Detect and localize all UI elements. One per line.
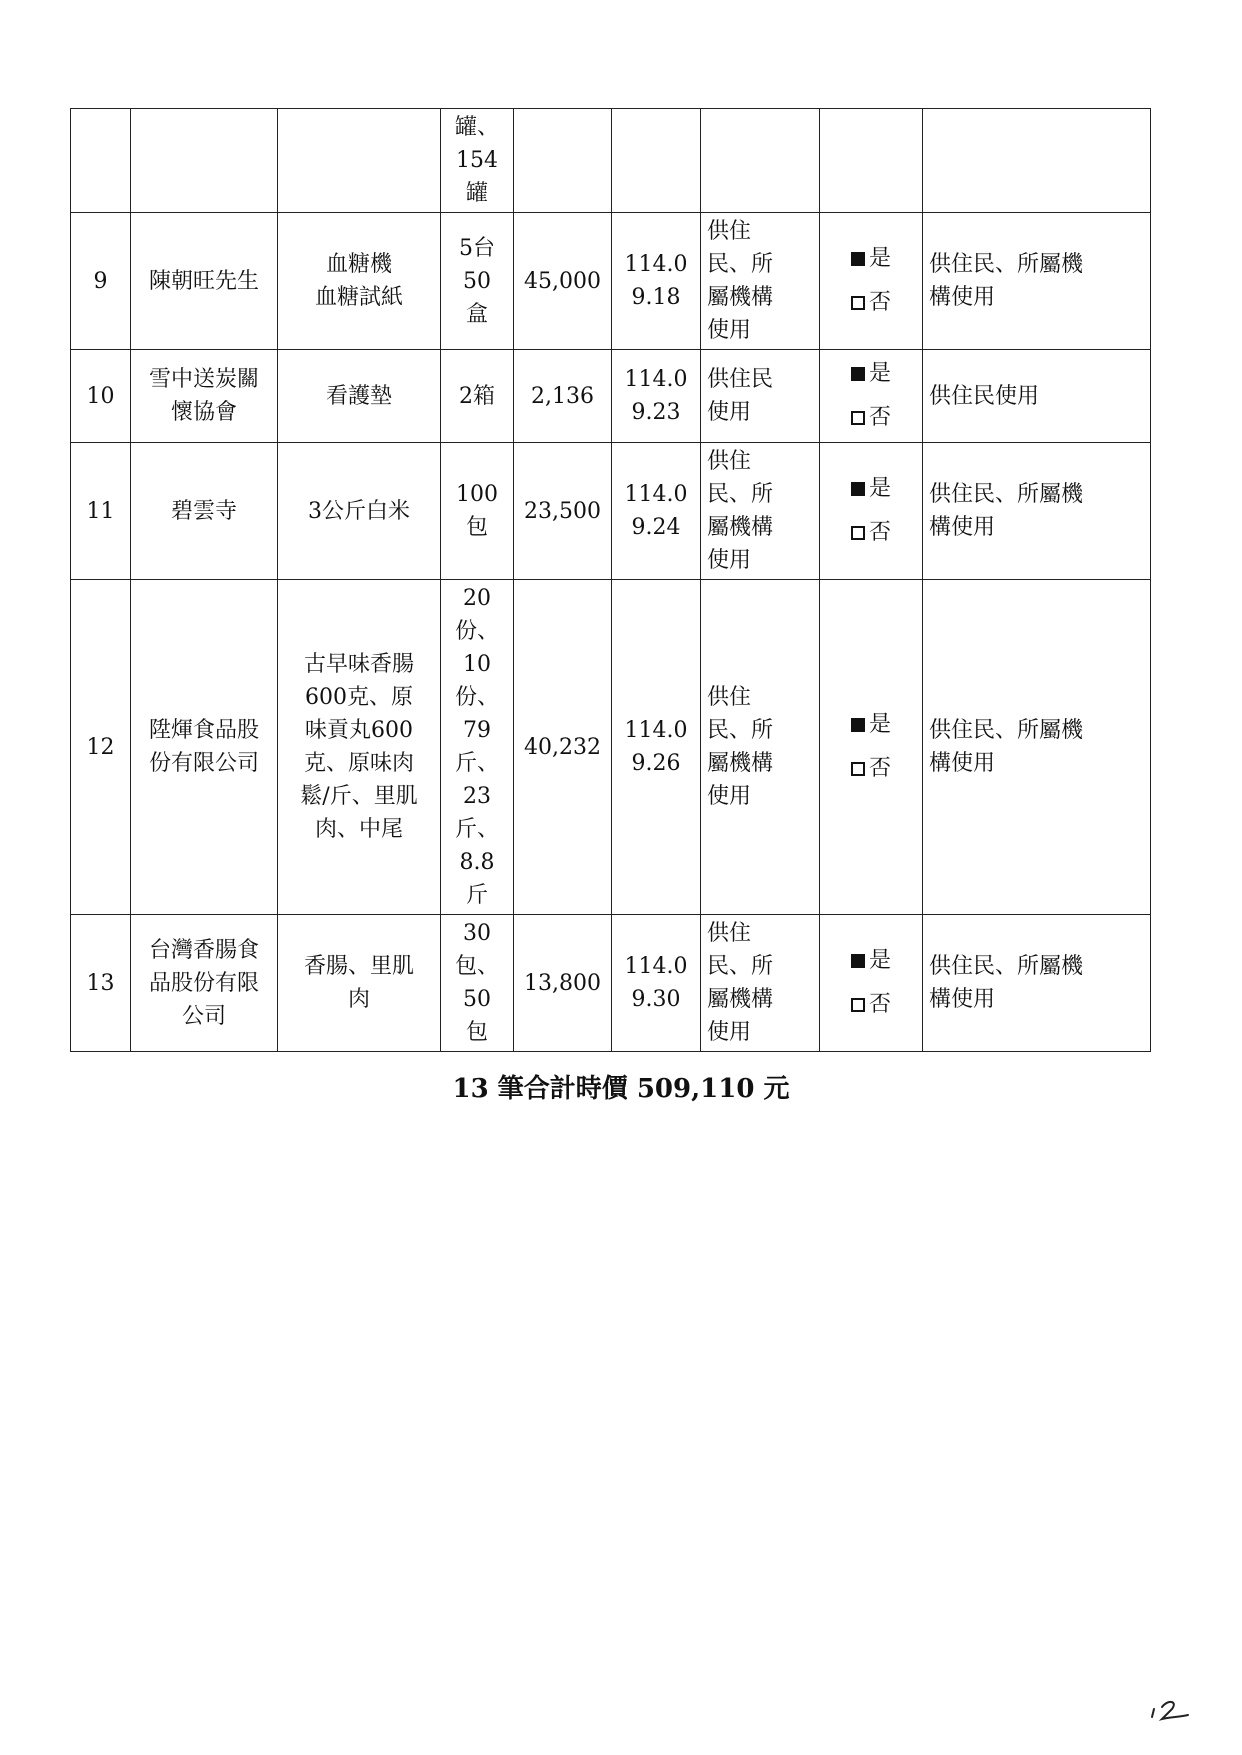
cell-line: 味貢丸600 (305, 718, 413, 743)
cell-line: 8.8 (459, 850, 495, 875)
cell-line: 50 (463, 268, 491, 294)
cell-line: 9.30 (631, 987, 681, 1012)
cell-line: 鬆/斤、里肌 (300, 784, 418, 809)
cell-line: 香腸、里肌 (303, 954, 414, 979)
cell-line: 100 (456, 482, 498, 507)
cell-donor (131, 350, 278, 443)
cell-line: 構使用 (929, 987, 996, 1012)
cell-note (923, 915, 1151, 1052)
checkbox-filled-icon (851, 482, 865, 496)
cell-check (820, 580, 923, 915)
cell-line: 民、所 (707, 954, 774, 979)
cell-check (820, 213, 923, 350)
cell-purpose (701, 580, 820, 915)
cell-line: 肉、中尾 (314, 817, 403, 842)
cell-no: 11 (71, 443, 131, 580)
checkbox-no-label: 否 (868, 520, 891, 545)
cell-line: 使用 (707, 400, 752, 425)
checkbox-no (826, 511, 916, 555)
cell-value: 13,800 (514, 915, 612, 1052)
cell-qty (441, 580, 514, 915)
checkbox-filled-icon (851, 252, 865, 266)
cell-line: 屬機構 (707, 751, 774, 776)
cell-qty (441, 443, 514, 580)
table-row (71, 213, 1151, 350)
cell-line: 品股份有限 (148, 970, 259, 996)
cell-date (612, 109, 701, 213)
cell-check (820, 350, 923, 443)
cell-line: 碧雲寺 (170, 498, 237, 524)
checkbox-yes (826, 703, 916, 747)
cell-value: 40,232 (514, 580, 612, 915)
cell-line: 23 (463, 784, 491, 809)
cell-line: 份有限公司 (148, 751, 259, 776)
cell-line: 20 (463, 586, 491, 611)
cell-donor (131, 213, 278, 350)
cell-line: 114.0 (624, 252, 688, 277)
table-row (71, 350, 1151, 443)
cell-line: 供住民使用 (929, 383, 1040, 409)
checkbox-no (826, 747, 916, 791)
cell-line: 構使用 (929, 285, 996, 310)
cell-purpose (701, 915, 820, 1052)
cell-line: 份、 (454, 685, 499, 710)
checkbox-yes-label: 是 (868, 948, 891, 973)
cell-item (278, 109, 441, 213)
cell-donor (131, 580, 278, 915)
cell-line: 供住民、所屬機 (929, 252, 1084, 277)
checkbox-yes-label: 是 (868, 712, 891, 737)
checkbox-yes (826, 352, 916, 396)
cell-line: 3公斤白米 (308, 498, 410, 524)
cell-line: 民、所 (707, 252, 774, 277)
cell-donor (131, 443, 278, 580)
cell-line: 古早味香腸 (303, 652, 414, 677)
cell-line: 使用 (707, 318, 752, 343)
cell-date (612, 580, 701, 915)
cell-line: 看護墊 (325, 383, 392, 409)
cell-value (514, 109, 612, 213)
cell-line: 9.26 (631, 751, 681, 776)
cell-line: 50 (463, 987, 491, 1012)
cell-line: 台灣香腸食 (148, 937, 259, 963)
cell-line: 79 (463, 718, 491, 743)
checkbox-filled-icon (851, 367, 865, 381)
cell-line: 份、 (454, 619, 499, 644)
table-body (71, 109, 1151, 1052)
cell-line: 供住民、所屬機 (929, 482, 1084, 507)
cell-line: 9.24 (631, 515, 681, 540)
cell-line: 供住 (707, 921, 752, 946)
cell-value: 2,136 (514, 350, 612, 443)
cell-line: 肉 (347, 987, 370, 1012)
cell-line: 10 (463, 652, 491, 677)
cell-line: 公司 (181, 1003, 226, 1029)
cell-line: 9.23 (631, 400, 681, 425)
cell-line: 血糖試紙 (314, 285, 403, 310)
cell-no: 12 (71, 580, 131, 915)
cell-line: 屬機構 (707, 515, 774, 540)
checkbox-empty-icon (851, 526, 865, 540)
handwritten-page-number (1148, 1695, 1192, 1725)
cell-line: 114.0 (624, 718, 688, 743)
cell-line: 供住民、所屬機 (929, 718, 1084, 743)
checkbox-yes-label: 是 (868, 476, 891, 501)
cell-line: 包 (465, 1020, 488, 1045)
cell-purpose (701, 350, 820, 443)
checkbox-yes-label: 是 (868, 246, 891, 271)
cell-line: 盒 (465, 301, 488, 327)
cell-note (923, 350, 1151, 443)
cell-line: 屬機構 (707, 285, 774, 310)
cell-line: 克、原味肉 (303, 751, 414, 776)
checkbox-empty-icon (851, 762, 865, 776)
cell-line: 構使用 (929, 515, 996, 540)
cell-line: 114.0 (624, 954, 688, 979)
cell-line: 斤、 (454, 751, 499, 776)
cell-line: 使用 (707, 784, 752, 809)
cell-line: 154 (456, 148, 498, 173)
cell-check (820, 109, 923, 213)
cell-date (612, 443, 701, 580)
checkbox-yes (826, 939, 916, 983)
cell-line: 供住民、所屬機 (929, 954, 1084, 979)
checkbox-filled-icon (851, 954, 865, 968)
checkbox-empty-icon (851, 998, 865, 1012)
checkbox-yes (826, 237, 916, 281)
cell-purpose (701, 443, 820, 580)
checkbox-no (826, 281, 916, 325)
checkbox-no-label: 否 (868, 405, 891, 430)
cell-item (278, 915, 441, 1052)
cell-value: 23,500 (514, 443, 612, 580)
cell-qty (441, 350, 514, 443)
checkbox-no-label: 否 (868, 992, 891, 1017)
checkbox-empty-icon (851, 296, 865, 310)
cell-purpose (701, 109, 820, 213)
checkbox-yes-label: 是 (868, 361, 891, 386)
checkbox-no (826, 983, 916, 1027)
cell-line: 600克、原 (305, 685, 413, 710)
cell-donor (131, 109, 278, 213)
cell-line: 構使用 (929, 751, 996, 776)
checkbox-empty-icon (851, 411, 865, 425)
cell-check (820, 915, 923, 1052)
cell-line: 114.0 (624, 482, 688, 507)
cell-note (923, 109, 1151, 213)
checkbox-no (826, 396, 916, 440)
cell-donor (131, 915, 278, 1052)
cell-line: 民、所 (707, 482, 774, 507)
cell-note (923, 213, 1151, 350)
cell-line: 包 (465, 515, 488, 540)
table-row (71, 443, 1151, 580)
cell-line: 供住 (707, 219, 752, 244)
cell-line: 包、 (454, 954, 499, 979)
cell-no: 13 (71, 915, 131, 1052)
cell-line: 陞煇食品股 (148, 718, 259, 743)
total-summary: 13 筆合計時價 509,110 元 (452, 1074, 790, 1104)
cell-line: 供住 (707, 449, 752, 474)
cell-line: 114.0 (624, 367, 688, 392)
table-row (71, 109, 1151, 213)
cell-line: 9.18 (631, 285, 681, 310)
checkbox-filled-icon (851, 718, 865, 732)
cell-line: 民、所 (707, 718, 774, 743)
table-row (71, 580, 1151, 915)
cell-value: 45,000 (514, 213, 612, 350)
cell-qty (441, 915, 514, 1052)
checkbox-no-label: 否 (868, 756, 891, 781)
cell-line: 罐 (465, 181, 488, 206)
cell-line: 使用 (707, 1020, 752, 1045)
cell-line: 供住 (707, 685, 752, 710)
cell-line: 陳朝旺先生 (148, 268, 259, 294)
cell-qty (441, 109, 514, 213)
cell-note (923, 443, 1151, 580)
donation-table (70, 108, 1151, 1052)
cell-line: 使用 (707, 548, 752, 573)
cell-line: 2箱 (459, 383, 495, 409)
cell-line: 懷協會 (170, 400, 237, 425)
cell-no (71, 109, 131, 213)
cell-date (612, 915, 701, 1052)
cell-item (278, 350, 441, 443)
cell-line: 供住民 (707, 367, 774, 392)
table-row (71, 915, 1151, 1052)
cell-check (820, 443, 923, 580)
cell-date (612, 350, 701, 443)
cell-no: 9 (71, 213, 131, 350)
cell-note (923, 580, 1151, 915)
cell-line: 雪中送炭關 (148, 367, 259, 392)
cell-line: 30 (463, 921, 491, 946)
cell-no: 10 (71, 350, 131, 443)
cell-item (278, 213, 441, 350)
checkbox-no-label: 否 (868, 290, 891, 315)
cell-purpose (701, 213, 820, 350)
cell-item (278, 443, 441, 580)
checkbox-yes (826, 467, 916, 511)
cell-line: 5台 (459, 235, 495, 261)
cell-date (612, 213, 701, 350)
cell-line: 斤、 (454, 817, 499, 842)
cell-qty (441, 213, 514, 350)
cell-line: 斤 (465, 883, 488, 908)
cell-line: 罐、 (454, 115, 499, 140)
cell-item (278, 580, 441, 915)
cell-line: 血糖機 (325, 252, 392, 277)
cell-line: 屬機構 (707, 987, 774, 1012)
